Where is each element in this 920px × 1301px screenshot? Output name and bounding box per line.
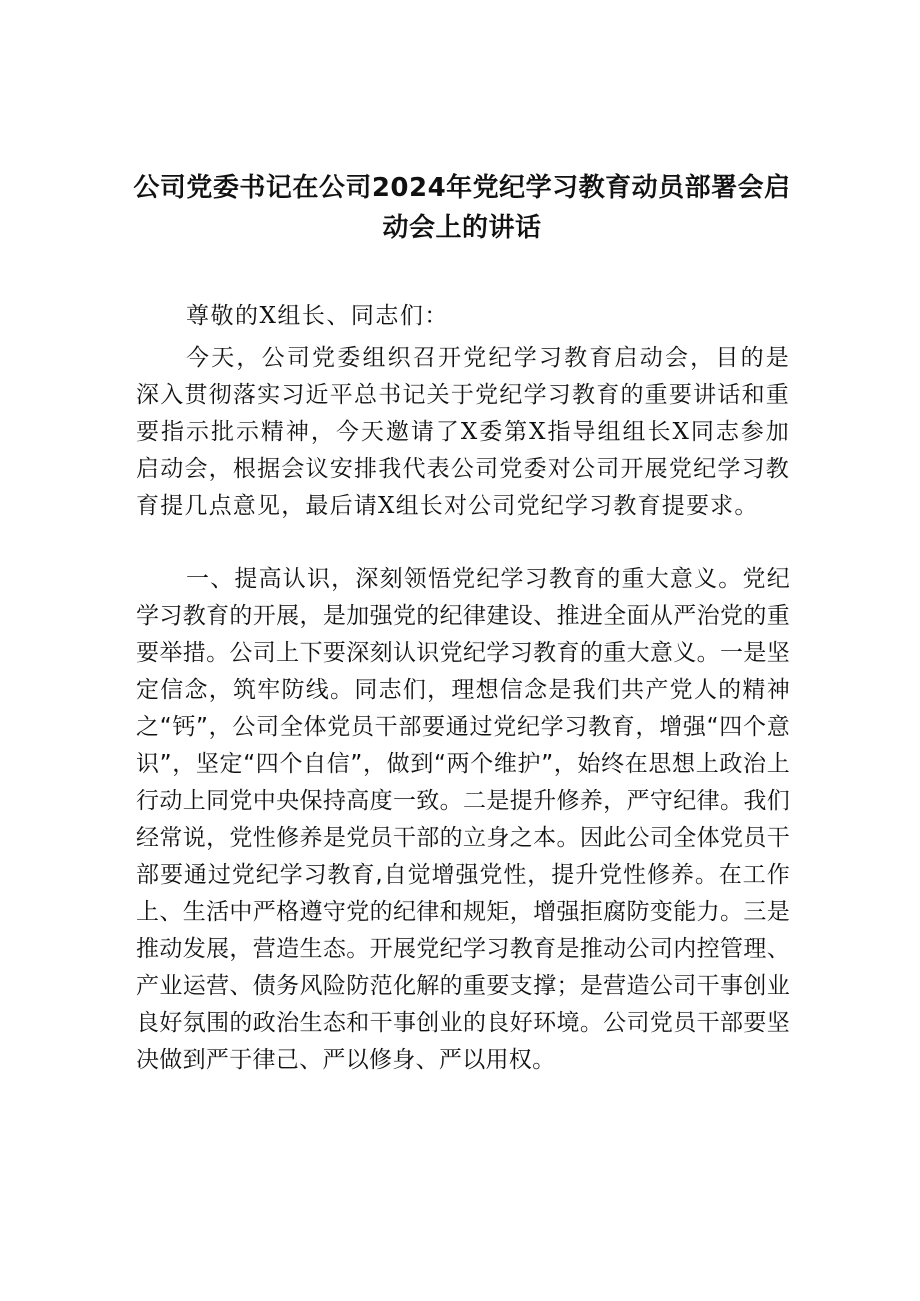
paragraph-section-one: 一、提高认识，深刻领悟党纪学习教育的重大意义。党纪学习教育的开展，是加强党的纪律建设、推进全面从严治党的重要举措。公司上下要深刻认识党纪学习教育的重大意义。一是坚定信念，筑牢防线。同志们，理想信念是我们共产党人的精神之“钙”，公司全体党员干部要通过党纪学习教育，增强“四个意识”，坚定“四个自信”，做到“两个维护”，始终在思想上政治上行动上同党中央保持高度一致。二是提升修养，严守纪律。我们经常说，党性修养是党员干部的立身之本。因此公司全体党员干部要通过党纪学习教育,自觉增强党性，提升党性修养。在工作上、生活中严格遵守党的纪律和规矩，增强拒腐防变能力。三是推动发展，营造生态。开展党纪学习教育是推动公司内控管理、产业运营、债务风险防范化解的重要支撑；是营造公司干事创业良好氛围的政治生态和干事创业的良好环境。公司党员干部要坚决做到严于律己、严以修身、严以用权。 (136, 566, 790, 1073)
salutation: 尊敬的X组长、同志们： (186, 303, 449, 329)
paragraph-intro: 今天，公司党委组织召开党纪学习教育启动会，目的是深入贯彻落实习近平总书记关于党纪学习教育的重要讲话和重要指示批示精神，今天邀请了X委第X指导组组长X同志参加启动会，根据会议安排我代表公司党委对公司开展党纪学习教育提几点意见，最后请X组长对公司党纪学习教育提要求。 (136, 345, 790, 519)
document-title: 公司党委书记在公司2024年党纪学习教育动员部署会启动会上的讲话 (133, 173, 791, 243)
